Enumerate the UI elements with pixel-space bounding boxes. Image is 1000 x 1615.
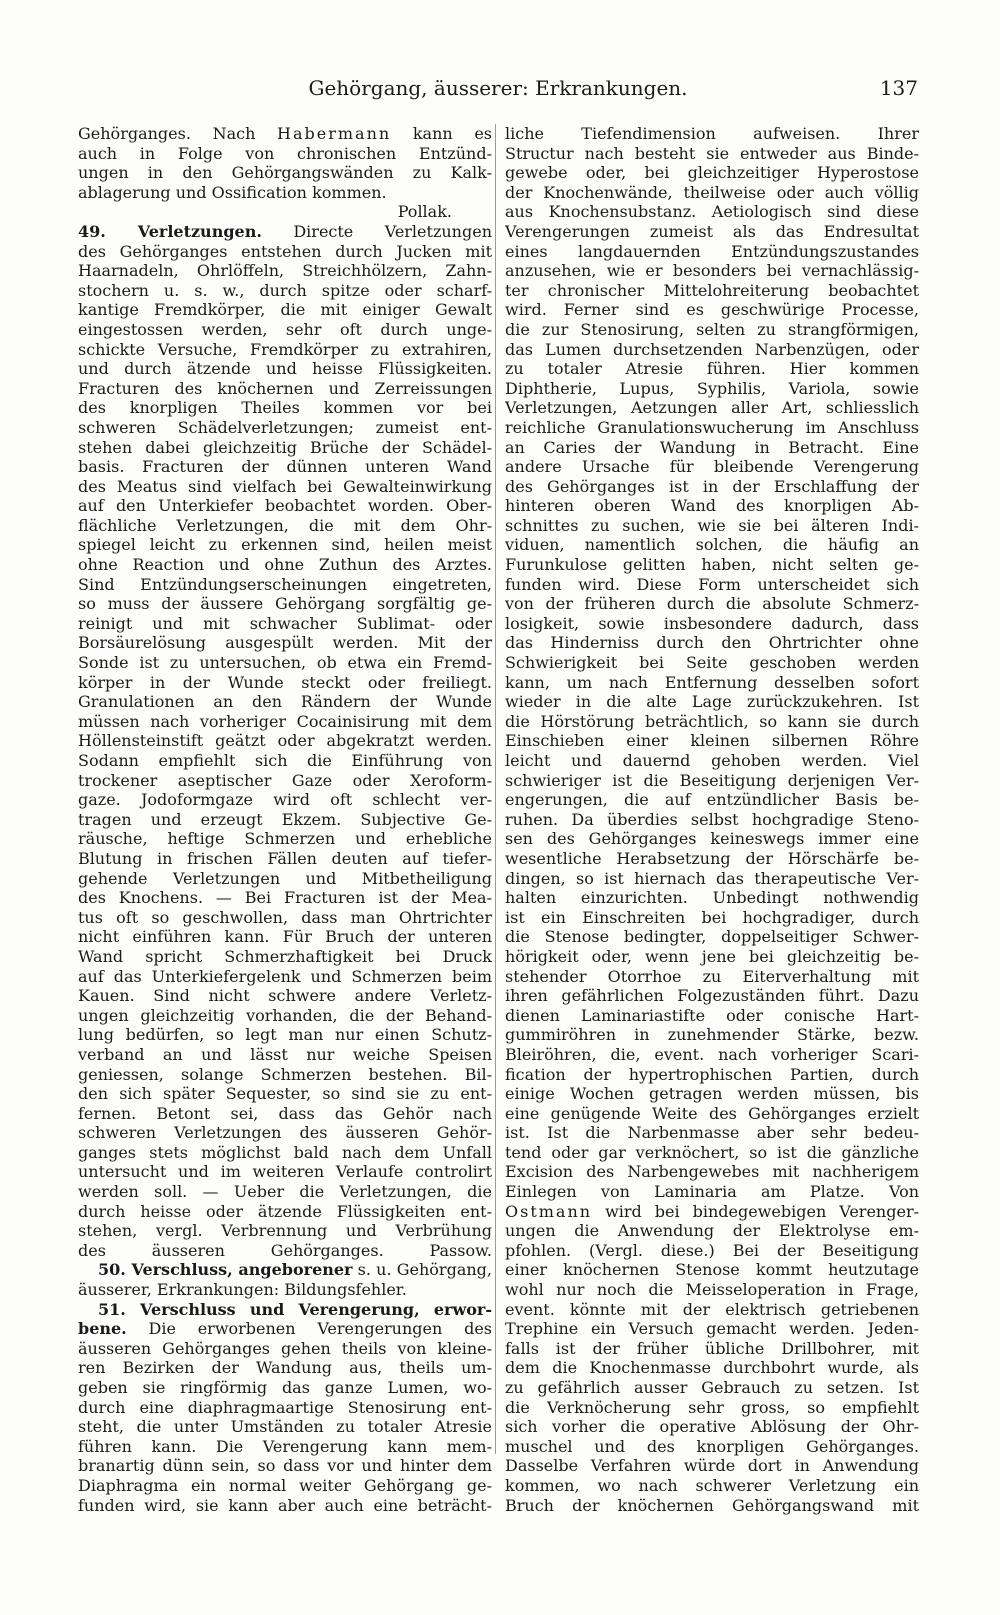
text-line — [78, 967, 492, 987]
line-text: gummiröhren in zunehmender Stärke, bezw. — [505, 1025, 919, 1045]
text-line — [505, 653, 919, 673]
line-text: die Hörstörung beträchtlich, so kann sie durch — [505, 711, 919, 731]
line-text: geben sie ringförmig das ganze Lumen, wo- — [78, 1378, 492, 1397]
line-text: gaze. Jodoformgaze wird oft schlecht ver- — [78, 790, 492, 810]
text-line — [78, 849, 492, 869]
line-text: Granulationen an den Rändern der Wunde — [78, 692, 492, 712]
text-line — [78, 1084, 492, 1104]
text-line — [505, 1123, 919, 1143]
left-text-column — [78, 124, 492, 1515]
text-line — [505, 1319, 919, 1339]
text-line — [78, 438, 492, 458]
line-text: funden wird. Diese Form unterscheidet sich — [505, 574, 919, 594]
line-text: eingestossen werden, sehr oft durch unge- — [78, 319, 492, 339]
line-text: dem die Knochenmasse durchbohrt wurde, als — [505, 1358, 919, 1378]
text-line — [78, 1182, 492, 1202]
line-text: schweren Schädelverletzungen; zumeist ent- — [78, 417, 492, 437]
line-text: des Gehörganges ist in der Erschlaffung der — [505, 476, 919, 496]
text-line — [78, 281, 492, 301]
running-header — [78, 76, 918, 106]
line-text: trockener aseptischer Gaze oder Xeroform- — [78, 770, 492, 790]
text-line — [78, 751, 492, 771]
text-line — [78, 1319, 492, 1339]
line-text: ganges stets möglichst bald nach dem Unfall — [78, 1142, 492, 1162]
section-heading: bene. — [78, 1319, 127, 1339]
line-text: Structur nach besteht sie entweder aus Binde- — [505, 143, 919, 163]
text-line — [505, 1006, 919, 1026]
line-text: spiegel leicht zu erkennen sind, heilen meist — [78, 535, 492, 555]
text-line — [78, 1006, 492, 1026]
text-line — [78, 398, 492, 418]
line-text: engerungen, die auf entzündlicher Basis be- — [505, 790, 919, 810]
text-line — [505, 398, 919, 418]
text-line — [78, 1065, 492, 1085]
text-line — [78, 1456, 492, 1476]
text-line — [505, 1417, 919, 1437]
text-line — [505, 457, 919, 477]
line-text: auf das Unterkiefergelenk und Schmerzen beim — [78, 966, 492, 986]
line-text: durch eine diaphragmaartige Stenosirung ent- — [78, 1397, 492, 1417]
text-line — [78, 575, 492, 595]
line-text: ist ein Einschreiten bei hochgradiger, durch — [505, 907, 919, 927]
line-text: sen des Gehörganges keineswegs immer eine — [505, 829, 919, 849]
text-line — [78, 359, 492, 379]
text-line — [78, 1437, 492, 1457]
line-text: Directe Verletzungen — [261, 221, 492, 241]
line-text: Trephine ein Versuch gemacht werden. Jeden- — [505, 1319, 919, 1339]
text-line — [78, 320, 492, 340]
text-line — [78, 1280, 492, 1300]
text-line — [78, 771, 492, 791]
line-text: des Meatus sind vielfach bei Gewalteinwirkung — [78, 476, 492, 496]
line-text: nicht einführen kann. Für Bruch der unteren — [78, 927, 492, 947]
author-name: Habermann — [277, 124, 392, 143]
line-text: reinigt und mit schwacher Sublimat- oder — [78, 613, 492, 633]
text-line — [505, 614, 919, 634]
text-line — [505, 1496, 919, 1516]
line-text: schnittes zu suchen, wie sie bei älteren Indi- — [505, 515, 919, 535]
text-line — [505, 555, 919, 575]
line-text: Pollak. — [397, 202, 452, 222]
line-text: ihren gefährlichen Folgezuständen führt. Dazu — [505, 986, 919, 1006]
line-text: dienen Laminariastifte oder conische Hart- — [505, 1005, 919, 1025]
line-text: hinteren oberen Wand des knorpligen Ab- — [505, 496, 919, 516]
text-line — [505, 163, 919, 183]
line-text: äusserer, Erkrankungen: Bildungsfehler. — [78, 1280, 407, 1300]
text-line — [78, 1162, 492, 1182]
text-line — [78, 340, 492, 360]
text-line — [505, 242, 919, 262]
line-text: Kauen. Sind nicht schwere andere Verletz- — [78, 986, 492, 1006]
text-line — [505, 1065, 919, 1085]
line-text: wohl nur noch die Meisseloperation in Frage, — [505, 1280, 919, 1300]
text-line — [505, 986, 919, 1006]
text-line — [78, 1339, 492, 1359]
line-text: Haarnadeln, Ohrlöffeln, Streichhölzern, Zahn- — [78, 261, 492, 281]
text-line — [505, 1398, 919, 1418]
text-line — [78, 1358, 492, 1378]
text-line — [505, 731, 919, 751]
section-heading: 50. Verschluss, angeborener — [98, 1260, 353, 1280]
line-text: den sich später Sequester, so sind sie zu ent- — [78, 1084, 492, 1104]
text-line — [78, 810, 492, 830]
page-number: 137 — [879, 76, 918, 100]
text-line — [505, 300, 919, 320]
text-line — [505, 1456, 919, 1476]
text-line — [505, 1339, 919, 1359]
line-text: ungen in den Gehörgangswänden zu Kalk- — [78, 163, 492, 183]
line-text: stehen dabei gleichzeitig Brüche der Schädel- — [78, 437, 492, 457]
line-text: des knorpligen Theiles kommen vor bei — [78, 398, 492, 418]
text-line — [78, 496, 492, 516]
text-line — [78, 300, 492, 320]
text-line — [505, 418, 919, 438]
line-text: führen kann. Die Verengerung kann mem- — [78, 1436, 492, 1456]
text-line — [78, 1496, 492, 1516]
line-text: ter chronischer Mittelohreiterung beobachtet — [505, 280, 919, 300]
line-text: einige Wochen getragen werden müssen, bis — [505, 1084, 919, 1104]
text-line — [505, 575, 919, 595]
text-line — [505, 1358, 919, 1378]
line-text: schickte Versuche, Fremdkörper zu extrahiren, — [78, 339, 492, 359]
text-line — [78, 1398, 492, 1418]
line-text: Sodann empfiehlt sich die Einführung von — [78, 751, 492, 770]
text-line — [78, 163, 492, 183]
line-text: der Knochenwände, theilweise oder auch völlig — [505, 182, 919, 202]
text-line — [78, 261, 492, 281]
line-text: anzusehen, wie er besonders bei vernachlässig- — [505, 261, 919, 281]
right-text-column — [505, 124, 919, 1515]
section-heading: 51. Verschluss und Verengerung, erwor- — [98, 1299, 492, 1319]
line-text: werden soll. — Ueber die Verletzungen, die — [78, 1182, 492, 1202]
text-line — [78, 1025, 492, 1045]
text-line — [78, 712, 492, 732]
text-line — [78, 614, 492, 634]
line-text: an Caries der Wandung in Betracht. Eine — [505, 437, 919, 457]
text-line — [505, 1045, 919, 1065]
line-text: zu gefährlich ausser Gebrauch zu setzen. Ist — [505, 1378, 919, 1397]
text-line — [78, 1143, 492, 1163]
line-text: das Hinderniss durch den Ohrtrichter ohne — [505, 633, 919, 653]
text-line — [505, 281, 919, 301]
text-line — [505, 751, 919, 771]
line-text: stehender Otorrhoe zu Eiterverhaltung mit — [505, 966, 919, 986]
line-text: körper in der Wunde steckt oder freiliegt. — [78, 672, 492, 692]
text-line — [78, 1202, 492, 1222]
text-line — [505, 1280, 919, 1300]
line-text: durch heisse oder ätzende Flüssigkeiten ent- — [78, 1201, 492, 1221]
line-text: die zur Stenosirung, selten zu strangförmigen, — [505, 319, 919, 339]
line-text: Verletzungen, Aetzungen aller Art, schliesslich — [505, 398, 919, 418]
line-text: ungen die Anwendung der Elektrolyse em- — [505, 1221, 919, 1241]
text-line — [78, 829, 492, 849]
section-heading: 49. Verletzungen. — [78, 221, 262, 241]
text-line — [505, 535, 919, 555]
line-text: steht, die unter Umständen zu totaler Atresie — [78, 1417, 492, 1437]
line-text: Borsäurelösung ausgespült werden. Mit der — [78, 633, 492, 653]
text-line — [505, 829, 919, 849]
line-text: Bruch der knöchernen Gehörgangswand mit — [505, 1495, 919, 1515]
text-line — [78, 242, 492, 262]
text-line — [505, 692, 919, 712]
line-text: Fracturen des knöchernen und Zerreissungen — [78, 378, 492, 398]
text-line — [78, 1260, 492, 1280]
text-line — [505, 790, 919, 810]
line-text: pfohlen. (Vergl. diese.) Bei der Beseitigung — [505, 1240, 919, 1260]
line-text: geniessen, solange Schmerzen bestehen. Bil- — [78, 1064, 492, 1084]
line-text: wieder in die alte Lage zurückzukehren. Ist — [505, 692, 919, 712]
text-line — [78, 418, 492, 438]
text-line — [505, 438, 919, 458]
line-text: fernen. Betont sei, dass das Gehör nach — [78, 1103, 492, 1123]
line-text: äusseren Gehörganges gehen theils von kleine- — [78, 1338, 492, 1358]
line-text: lung bedürfen, so legt man nur einen Schutz- — [78, 1025, 492, 1045]
text-line — [78, 692, 492, 712]
text-line — [78, 1417, 492, 1437]
text-line — [505, 359, 919, 379]
line-text: Dasselbe Verfahren würde dort in Anwendung — [505, 1456, 919, 1476]
text-line — [505, 869, 919, 889]
line-text: branartig dünn sein, so dass vor und hinter dem — [78, 1456, 492, 1476]
line-text: kann es — [391, 124, 492, 143]
text-line — [78, 477, 492, 497]
line-text: basis. Fracturen der dünnen unteren Wand — [78, 457, 492, 477]
line-text: Einschieben einer kleinen silbernen Röhre — [505, 731, 919, 751]
text-line — [78, 908, 492, 928]
line-text: so muss der äussere Gehörgang sorgfältig ge- — [78, 594, 492, 614]
line-text: sich vorher die operative Ablösung der Ohr- — [505, 1417, 919, 1437]
line-text: Furunkulose gelitten haben, nicht selten ge- — [505, 555, 919, 575]
text-line — [78, 124, 492, 144]
line-text: event. könnte mit der elektrisch getriebenen — [505, 1299, 919, 1319]
line-text: stehen, vergl. Verbrennung und Verbrühung — [78, 1221, 492, 1241]
text-line — [505, 947, 919, 967]
line-text: gewebe oder, bei gleichzeitiger Hyperostose — [505, 163, 919, 183]
text-line — [505, 1221, 919, 1241]
text-line — [505, 1202, 919, 1222]
text-line — [505, 1162, 919, 1182]
line-text: hörigkeit oder, wenn jene bei gleichzeitig be- — [505, 946, 919, 966]
line-text: stochern u. s. w., durch spitze oder scharf- — [78, 280, 492, 300]
text-line — [505, 379, 919, 399]
line-text: Blutung in frischen Fällen deuten auf tiefer- — [78, 848, 492, 868]
line-text: des Knochens. — Bei Fracturen ist der Mea- — [78, 888, 492, 908]
line-text: das Lumen durchsetzenden Narbenzügen, oder — [505, 339, 919, 359]
page-title: Gehörgang, äusserer: Erkrankungen. — [308, 76, 688, 100]
line-text: tend oder gar verknöchert, so ist die gänzliche — [505, 1142, 919, 1162]
line-text: falls ist der früher übliche Drillbohrer, mit — [505, 1338, 919, 1358]
text-line — [78, 1045, 492, 1065]
line-text: schweren Verletzungen des äusseren Gehör- — [78, 1123, 492, 1143]
text-line — [78, 555, 492, 575]
text-line — [505, 183, 919, 203]
line-text: liche Tiefendimension aufweisen. Ihrer — [505, 124, 919, 143]
line-text: Einlegen von Laminaria am Platze. Von — [505, 1182, 919, 1202]
text-line — [78, 1123, 492, 1143]
text-line — [505, 967, 919, 987]
text-line — [78, 731, 492, 751]
line-text: Schwierigkeit bei Seite geschoben werden — [505, 653, 919, 673]
line-text: kann, um nach Entfernung desselben sofort — [505, 672, 919, 692]
line-text: kommen, wo nach schwerer Verletzung ein — [505, 1475, 919, 1495]
line-text: Gehörganges. Nach — [78, 124, 278, 143]
text-line — [78, 183, 492, 203]
text-line — [505, 908, 919, 928]
line-text: des äusseren Gehörganges. Passow. — [78, 1240, 492, 1260]
text-line — [78, 869, 492, 889]
text-line — [78, 1104, 492, 1124]
line-text: muschel und des knorpligen Gehörganges. — [505, 1436, 919, 1456]
line-text: ungen gleichzeitig vorhanden, die der Behand- — [78, 1005, 492, 1025]
line-text: schwieriger ist die Beseitigung derjenigen Ver- — [505, 770, 919, 790]
text-line — [505, 712, 919, 732]
text-line — [78, 947, 492, 967]
text-line — [78, 516, 492, 536]
text-line — [505, 261, 919, 281]
text-line — [78, 673, 492, 693]
text-line — [78, 986, 492, 1006]
text-line — [78, 1476, 492, 1496]
text-line — [78, 790, 492, 810]
line-text: ruhen. Da überdies selbst hochgradige Steno- — [505, 809, 919, 829]
line-text: Diaphragma ein normal weiter Gehörgang ge- — [78, 1475, 492, 1495]
line-text: funden wird, sie kann aber auch eine beträcht- — [78, 1495, 492, 1515]
text-line — [505, 1260, 919, 1280]
line-text: tragen und erzeugt Ekzem. Subjective Ge- — [78, 809, 492, 829]
text-line — [78, 1300, 492, 1320]
line-text: ren Bezirken der Wandung aus, theils um- — [78, 1358, 492, 1378]
text-line — [505, 594, 919, 614]
text-line — [505, 888, 919, 908]
line-text: Wand spricht Schmerzhaftigkeit bei Druck — [78, 946, 492, 966]
text-line — [505, 320, 919, 340]
line-text: Sonde ist zu untersuchen, ob etwa ein Fremd- — [78, 653, 492, 673]
line-text: untersucht und im weiteren Verlaufe controlirt — [78, 1162, 492, 1182]
text-line — [78, 535, 492, 555]
text-line — [78, 888, 492, 908]
line-text: auch in Folge von chronischen Entzünd- — [78, 143, 492, 163]
text-line — [505, 1476, 919, 1496]
text-line — [505, 1143, 919, 1163]
text-line — [505, 849, 919, 869]
text-line — [78, 594, 492, 614]
line-text: Sind Entzündungserscheinungen eingetreten, — [78, 574, 492, 594]
text-line — [505, 496, 919, 516]
column-divider — [495, 124, 496, 1454]
line-text: und durch ätzende und heisse Flüssigkeiten. — [78, 359, 492, 379]
text-line — [78, 633, 492, 653]
text-line — [505, 1437, 919, 1457]
line-text: räusche, heftige Schmerzen und erhebliche — [78, 829, 492, 849]
line-text: viduen, namentlich solchen, die häufig an — [505, 535, 919, 555]
text-line — [505, 144, 919, 164]
line-text: die Stenose bedingter, doppelseitiger Schwer- — [505, 927, 919, 947]
line-text: dingen, so ist hiernach das therapeutische Ver- — [505, 868, 919, 888]
line-text: Höllensteinstift geätzt oder abgekratzt werden. — [78, 731, 492, 751]
text-line — [505, 202, 919, 222]
text-line — [78, 379, 492, 399]
line-text: kantige Fremdkörper, die mit einiger Gewalt — [78, 300, 492, 320]
line-text: verband an und lässt nur weiche Speisen — [78, 1044, 492, 1064]
line-text: eines langdauernden Entzündungszustandes — [505, 241, 919, 261]
line-text: flächliche Verletzungen, die mit dem Ohr- — [78, 515, 492, 535]
line-text: fication der hypertrophischen Partien, durch — [505, 1064, 919, 1084]
text-line — [505, 1104, 919, 1124]
text-line — [505, 124, 919, 144]
line-text: zu totaler Atresie führen. Hier kommen — [505, 359, 919, 379]
line-text: ablagerung und Ossification kommen. — [78, 182, 387, 202]
line-text: ohne Reaction und ohne Zuthun des Arztes. — [78, 555, 492, 575]
line-text: Verengerungen zumeist als das Endresultat — [505, 221, 919, 241]
text-line — [505, 927, 919, 947]
line-text: einer knöchernen Stenose kommt heutzutage — [505, 1260, 919, 1280]
text-line — [505, 633, 919, 653]
text-line — [78, 927, 492, 947]
text-line — [505, 1025, 919, 1045]
text-line — [78, 202, 492, 222]
line-text: wird. Ferner sind es geschwürige Processe, — [505, 300, 919, 320]
line-text: leicht und dauernd gehoben werden. Viel — [505, 751, 919, 770]
line-text: von der früheren durch die absolute Schmerz- — [505, 594, 919, 614]
line-text: Bleiröhren, die, event. nach vorheriger Scari- — [505, 1044, 919, 1064]
line-text: wesentliche Herabsetzung der Hörschärfe be- — [505, 848, 919, 868]
line-text: tus oft so geschwollen, dass man Ohrtrichter — [78, 907, 492, 927]
text-line — [505, 477, 919, 497]
text-line — [505, 1241, 919, 1261]
text-line — [78, 1221, 492, 1241]
text-line — [505, 516, 919, 536]
line-text: aus Knochensubstanz. Aetiologisch sind diese — [505, 202, 919, 222]
text-line — [505, 1084, 919, 1104]
line-text: Excision des Narbengewebes mit nachherigem — [505, 1162, 919, 1182]
line-text: ist. Ist die Narbenmasse aber sehr bedeu- — [505, 1123, 919, 1143]
line-text: gehende Verletzungen und Mitbetheiligung — [78, 868, 492, 888]
text-line — [505, 340, 919, 360]
line-text: reichliche Granulationswucherung im Anschluss — [505, 417, 919, 437]
line-text: eine genügende Weite des Gehörganges erzielt — [505, 1103, 919, 1123]
text-line — [505, 673, 919, 693]
text-line — [78, 144, 492, 164]
text-line — [78, 1378, 492, 1398]
author-name: Ostmann — [505, 1201, 593, 1221]
line-text: s. u. Gehörgang, — [352, 1260, 492, 1280]
text-line — [78, 653, 492, 673]
text-line — [505, 222, 919, 242]
line-text: müssen nach vorheriger Cocainisirung mit dem — [78, 711, 492, 731]
text-line — [78, 222, 492, 242]
line-text: halten einzurichten. Unbedingt nothwendig — [505, 888, 919, 908]
text-line — [505, 1378, 919, 1398]
line-text: des Gehörganges entstehen durch Jucken mit — [78, 241, 492, 261]
line-text: andere Ursache für bleibende Verengerung — [505, 457, 919, 477]
line-text: wird bei bindegewebigen Verenger- — [592, 1201, 919, 1221]
line-text: losigkeit, sowie insbesondere dadurch, dass — [505, 613, 919, 633]
text-line — [505, 1182, 919, 1202]
text-line — [78, 457, 492, 477]
line-text: auf den Unterkiefer beobachtet worden. Ober- — [78, 496, 492, 516]
line-text: die Verknöcherung sehr gross, so empfiehlt — [505, 1397, 919, 1417]
text-line — [78, 1241, 492, 1261]
text-line — [505, 1300, 919, 1320]
line-text: Diphtherie, Lupus, Syphilis, Variola, sowie — [505, 378, 919, 398]
line-text: Die erworbenen Verengerungen des — [126, 1319, 492, 1339]
text-line — [505, 810, 919, 830]
text-line — [505, 771, 919, 791]
